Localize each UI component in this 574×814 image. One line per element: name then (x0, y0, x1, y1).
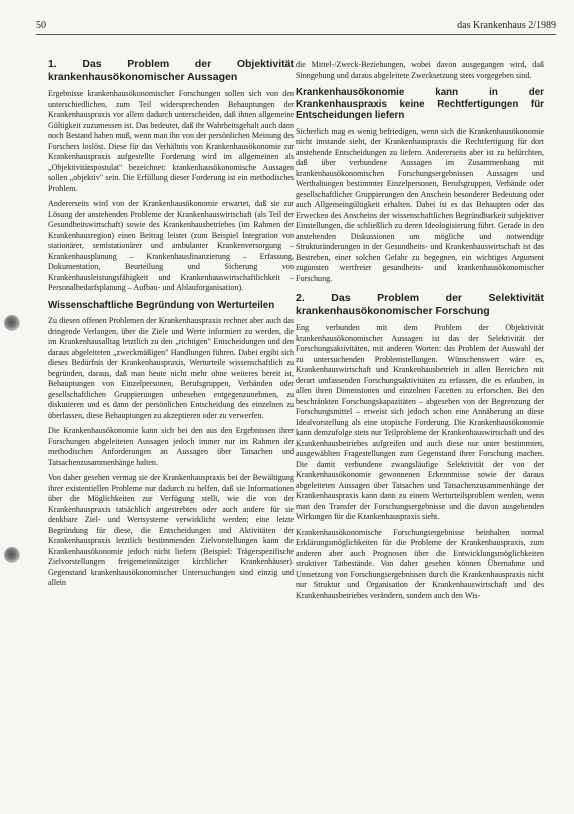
paragraph: Die Krankenhausökonomie kann sich bei den aus den Ergebnissen ihrer Forschungen abgeleiteten Aussagen jedoch immer nur im Rahmen der methodischen Anforderungen an Aussagen über Tatsachen und Tatsachenzusammenhänge halten. (48, 426, 294, 467)
left-column (48, 58, 294, 594)
page-header (36, 18, 556, 35)
paragraph: Sicherlich mag es wenig befriedigen, wenn sich die Krankenhausökonomie nicht imstande sieht, der Krankenhauspraxis die Rechtfertigung für dort anstehende Entscheidungen zu liefern. Andererseits aber ist zu befürchten, daß über verbundene Aussagen im Zusammenhang mit krankenhausökonomischen Forschungsergebnissen Aussagen und Werthaltungen bestimmter Einzelpersonen, Berufsgruppen, Verbände oder gesellschaftlicher Gruppierungen den Anschein besonderer Bedeutung oder auch Allgemeingültigkeit erhalten. Dabei ist es das Behaupten oder das Erwecken des Anscheins der wissenschaftlichen Begründbarkeit subjektiver Einstellungen, die schließlich zu deren Ideologisierung führt. Gerade in den anstehenden Diskussionen um mögliche und notwendige Strukturänderungen in der Gesundheits- und Krankenhauswirtschaft ist das Bestreben, einer solchen Gefahr zu begegnen, ein wichtiges Argument zugunsten wertfreier gesundheits- und krankenhausökonomischer Forschung. (296, 126, 544, 283)
journal-title: das Krankenhaus 2/1989 (457, 20, 556, 31)
page-number: 50 (36, 20, 46, 31)
punch-hole-bottom (4, 547, 20, 563)
right-column (296, 60, 544, 606)
punch-hole-top (4, 315, 20, 331)
paragraph: Ergebnisse krankenhausökonomischer Forschungen sollen sich von den unterschiedlichen, zum Teil widersprechenden Behauptungen der Krankenhauspraxis vor allem dadurch unterscheiden, daß ihnen allgemeine Gültigkeit zuzumessen ist. Das bedeutet, daß ihr Wahrheitsgehalt auch dann noch Bestand haben muß, wenn man ihn von der persönlichen Meinung des Forschers loslöst. Diese für das Verhältnis von Krankenhausökonomie zur Krankenhauspraxis aufgestellte Forderung wird im allgemeinen als „Objektivitätspostulat" bezeichnet: krankenhausökonomische Aussagen sollen „objektiv" sein. Die Erfüllung dieser Forderung ist ein methodisches Problem. (48, 89, 294, 193)
paragraph: die Mittel-/Zweck-Beziehungen, wobei davon ausgegangen wird, daß Sinngebung und daraus abgeleitete Zwecksetzung stets vorgegeben sind. (296, 60, 544, 80)
section-2-title: 2. Das Problem der Selektivität krankenhausökonomischer Forschung (296, 292, 544, 317)
paragraph: Zu diesen offenen Problemen der Krankenhauspraxis rechnet aber auch das dringende Verlangen, über die Ziele und Werte informiert zu werden, die im Krankenhausalltag letztlich zu den „richtigen" Entscheidungen und den daraus abgeleiteten „zweckmäßigen" Handlungen führen. Dabei ergibt sich dieses Bedürfnis der Krankenhauspraxis, Werturteile wissenschaftlich zu begründen, daraus, daß man heute nicht mehr ohne weiteres bereit ist, Behauptungen von Einzelpersonen, Berufsgruppen, Verbänden oder gesellschaftlichen Gruppierungen unbesehen entgegenzunehmen, zu diskutieren und es dann der persönlichen Entscheidung des einzelnen zu überlassen, diese Behauptungen zu akzeptieren oder zu verwerfen. (48, 316, 294, 420)
paragraph: Von daher gesehen vermag sie der Krankenhauspraxis bei der Bewältigung ihrer existentiellen Probleme nur dadurch zu helfen, daß sie Informationen über die Möglichkeiten zur Verfügung stellt, wie die von der Krankenhauspraxis tatsächlich angestrebten oder auch andere für sie denkbare Ziel- und Wertsysteme verwirklicht werden; eine letzte Begründung für diese, die Entscheidungen und Aktivitäten der Krankenhauspraxis letztlich bestimmenden Zielvorstellungen kann die Krankenhausökonomie jedoch nicht liefern (Beispiel: Trägerspezifische Zielvorstellungen freigemeinnütziger kirchlicher Krankenhäuser). Gegenstand krankenhausökonomischer Untersuchungen sind einzig und allein (48, 473, 294, 587)
paragraph: Krankenhausökonomische Forschungsergebnisse beinhalten normal Erklärungsmöglichkeiten für die Probleme der Krankenhauspraxis, zum anderen aber auch Prognosen über die Entwicklungsmöglichkeiten struktiver Tatbestände. Von daher gesehen können Übernahme und Umsetzung von Forschungsergebnissen durch die Krankenhauspraxis nicht nur Struktur und Organisation der Krankenhauswirtschaft und des Krankenhausbetriebes verändern, sondern auch den Wis- (296, 527, 544, 600)
subheading-werturteile: Wissenschaftliche Begründung von Werturteilen (48, 299, 275, 311)
paragraph: Eng verbunden mit dem Problem der Objektivität krankenhausökonomischer Aussagen ist das der Selektivität der Forschungsaktivitäten, mit anderen Worten: das Problem der Auswahl der zu untersuchenden Problemstellungen. Wünschenswert wäre es, Krankenhauswirtschaft und Krankenhausbetrieb in allen Bereichen mit derart umfassenden Forschungsaktivitäten zu erfassen, die es erlauben, in allen ihren Dimensionen und einzelnen Facetten zu erforschen. Bei den beschränkten Forschungskapazitäten – abgesehen von der Begrenzung der Forschungsmittel – erweist sich jedoch schon eine Annäherung an diese Idealvorstellung als eine utopische Forderung. Die Krankenhausökonomie kann demzufolge stets nur Teilprobleme der Krankenhauswirtschaft und des Krankenhausbetriebes aufgreifen und auch diese nur unter bestimmten, ausgewählten Fragestellungen zum Gegenstand ihrer Forschung machen. Die damit verbundene zwangsläufige Selektivität der von der Krankenhausökonomie gewonnenen Erkenntnisse sowie der daraus abgeleiteten Aussagen über Tatsachen und Tatsachenzusammenhänge der Krankenhauspraxis kann dann zu einem Werturteilsproblem werden, wenn man den Transfer der Forschungsergebnisse und die davon ausgehenden Wirkungen für die Krankenhauspraxis sieht. (296, 323, 544, 521)
paragraph: Andererseits wird von der Krankenhausökonomie erwartet, daß sie zur Lösung der anstehenden Probleme der Krankenhauswirtschaft (als Teil der Gesundheitswirtschaft) sowie des Krankenhausbetriebes (im Rahmen der Krankenhausregion) einen Beitrag leistet (zum Beispiel Integration von stationärer, semistationärer und ambulanter Krankenversorgung – Krankenhausplanung – Krankenhausfinanzierung – Erfassung, Dokumentation, Beurteilung und Sicherung von Krankenhausleistungsfähigkeit und Krankenhauswirtschaftlichkeit – Personalbedarfsplanung – Aufbau- und Ablauforganisation). (48, 199, 294, 292)
subheading-rechtfertigungen: Krankenhausökonomie kann in der Krankenhauspraxis keine Rechtfertigungen für Entscheidungen liefern (296, 87, 544, 121)
section-1-title: 1. Das Problem der Objektivität krankenhausökonomischer Aussagen (48, 58, 294, 83)
